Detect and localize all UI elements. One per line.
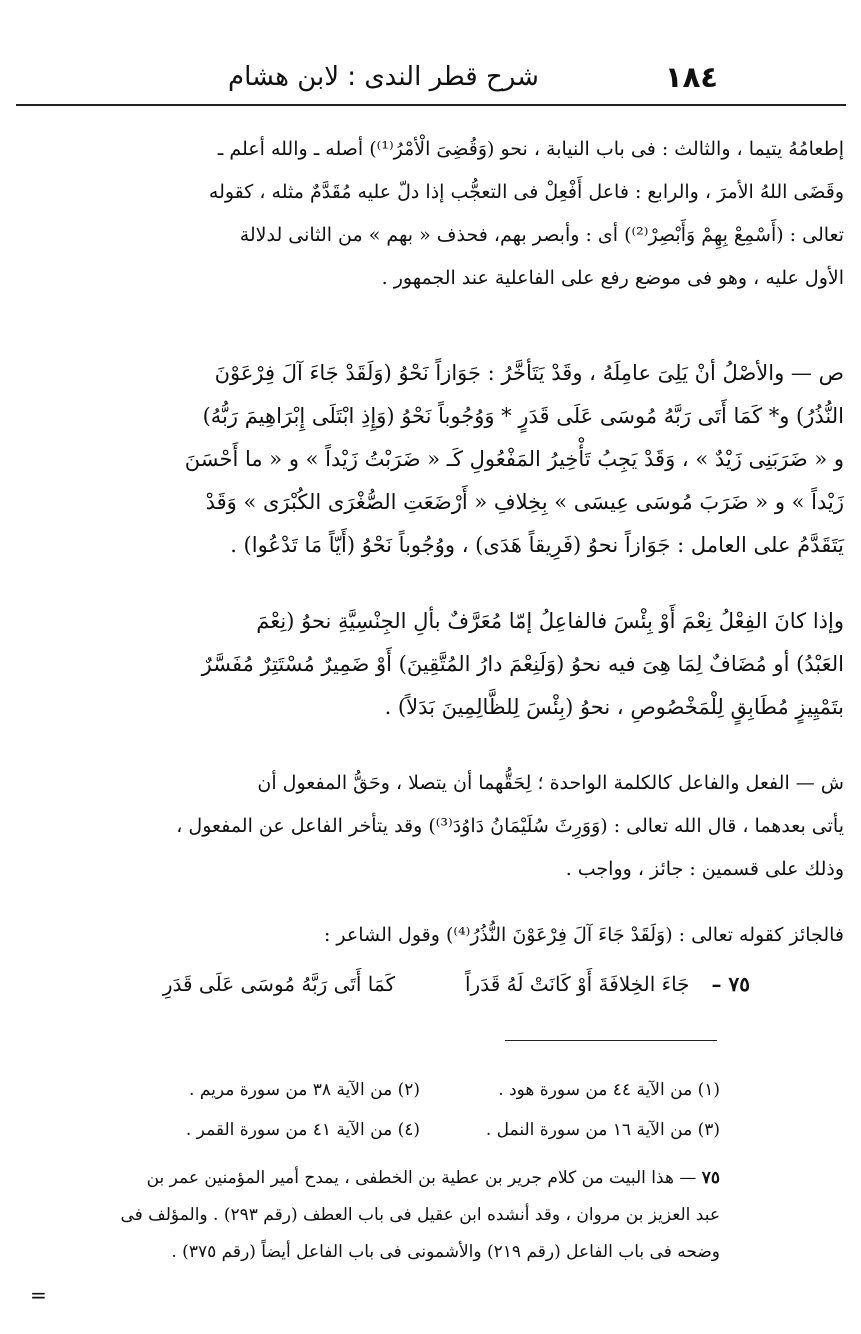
text-line (20, 1160, 720, 1197)
text-line: ص — والأصْلُ أنْ يَلِىَ عامِلَهُ ، وقَدْ يَتَأخَّرُ : جَوَازاً نَحْوُ (وَلَقَدْ جَاءَ آلَ فِرْعَوْنَ (214, 361, 844, 385)
text-line: النُّذُرُ) و* كَمَا أَتَى رَبَّهُ مُوسَى عَلَى قَدَرٍ * وَوُجُوباً نَحْوُ (وَإِذِ ابْتَلَى إِبْرَاهِيمَ رَبُّهُ) (202, 404, 844, 428)
verse-first-hemistich: جَاءَ الخِلافَةَ أَوْ كَانَتْ لَهُ قَدَراً (464, 972, 690, 996)
verse-footnote (20, 1160, 720, 1271)
page-number: ١٨٤ (664, 60, 718, 94)
paragraph-1 (16, 128, 844, 300)
paragraph-4-sharh (16, 762, 844, 891)
poetry-verse (90, 962, 750, 1006)
text-line: وقَضَى اللهُ الأمرَ ، والرابع : فاعل أَفْعِلْ فى التعجُّب إذا دلّ عليه مُقَدَّمٌ مثله ، كقوله (208, 181, 844, 203)
text-line: العَبْدُ) أو مُضَافٌ لِمَا هِىَ فيه نحوُ (وَلَنِعْمَ دارُ المُتَّقِينَ) أَوْ ضَمِيرٌ مُسْتَتِرٌ مُفَسَّرٌ (201, 652, 844, 676)
text-line: يَتَقَدَّمُ على العامل : جَوَازاً نحوُ (فَرِيقاً هَدَى) ، ووُجُوباً نَحْوُ (أَيّاً مَا تَدْعُوا) . (230, 533, 844, 557)
text-line: ش — الفعل والفاعل كالكلمة الواحدة ؛ لِحَقُّهما أن يتصلا ، وحَقُّ المفعول أن (257, 772, 844, 794)
header-rule (16, 104, 846, 106)
footnote-row (40, 1110, 720, 1150)
footnote-row (40, 1070, 720, 1110)
paragraph-5 (16, 914, 844, 957)
verse-number: ٧٥ – (711, 972, 750, 996)
footnotes-grid (40, 1070, 720, 1150)
text-line: يأتى بعدهما ، قال الله تعالى : (وَوَرِثَ سُلَيْمَانُ دَاوُدَ⁽³⁾) وقد يتأخر الفاعل عن المفعول ، (176, 815, 844, 837)
footnote-separator (505, 1040, 717, 1041)
footnote-3: (٣) من الآية ١٦ من سورة النمل . (485, 1120, 720, 1140)
paragraph-2-matn (16, 352, 844, 567)
page-header (228, 52, 718, 102)
text-line: و « ضَرَبَنِى زَيْدٌ » ، وَقَدْ يَجِبُ تَأْخِيرُ المَفْعُولِ كَـ « ضَرَبْتُ زَيْداً » و « ما أَحْسَنَ (184, 447, 844, 471)
text-line: الأول عليه ، وهو فى موضع رفع على الفاعلية عند الجمهور . (381, 267, 844, 289)
text-line: بتَمْيِيزٍ مُطَابِقٍ لِلْمَخْصُوصِ ، نحوُ (بِئْسَ لِلظَّالِمِينَ بَدَلاً) . (384, 695, 844, 719)
text-line: تعالى : (أَسْمِعْ بِهِمْ وَأَبْصِرْ⁽²⁾) أى : وأبصر بهم، فحذف « بهم » من الثانى لدلالة (239, 224, 844, 246)
footnote-2: (٢) من الآية ٣٨ من سورة مريم . (189, 1080, 420, 1100)
text-line: عبد العزيز بن مروان ، وقد أنشده ابن عقيل فى باب العطف (رقم ٢٩٣) . والمؤلف فى (120, 1205, 720, 1225)
text-line: إطعامُهُ يتيما ، والثالث : فى باب النيابة ، نحو (وَقُضِىَ الْأمْرُ⁽¹⁾) أصله ـ والله أعلم ـ (217, 138, 844, 160)
text-line: وإذا كانَ الفِعْلُ نِعْمَ أَوْ بِئْسَ فالفاعِلُ إمّا مُعَرَّفٌ بألِ الجِنْسِيَّةِ نحوُ (نِعْمَ (256, 609, 844, 633)
verse-footnote-mark: ٧٥ (701, 1168, 720, 1188)
text-line: زَيْداً » و « ضَرَبَ مُوسَى عِيسَى » بِخِلافِ « أَرْضَعَتِ الصُّغْرَى الكُبْرَى » وَقَدْ (205, 490, 844, 514)
footnote-4: (٤) من الآية ٤١ من سورة القمر . (185, 1120, 420, 1140)
text-line: فالجائز كقوله تعالى : (وَلَقَدْ جَاءَ آلَ فِرْعَوْنَ النُّذُرُ⁽⁴⁾) وقول الشاعر : (323, 924, 844, 946)
text-line: وذلك على قسمين : جائز ، وواجب . (565, 858, 844, 880)
footnote-1: (١) من الآية ٤٤ من سورة هود . (498, 1080, 720, 1100)
running-title: شرح قطر الندى : لابن هشام (228, 62, 539, 92)
continuation-mark: = (30, 1283, 47, 1307)
text-line: وضحه فى باب الفاعل (رقم ٢١٩) والأشمونى فى باب الفاعل أيضاً (رقم ٣٧٥) . (171, 1242, 720, 1262)
verse-second-hemistich: كَمَا أَتَى رَبَّهُ مُوسَى عَلَى قَدَرِ (162, 972, 395, 996)
paragraph-3-matn (16, 600, 844, 729)
footnote-text: — هذا البيت من كلام جرير بن عطية بن الخطفى ، يمدح أمير المؤمنين عمر بن (146, 1168, 697, 1188)
